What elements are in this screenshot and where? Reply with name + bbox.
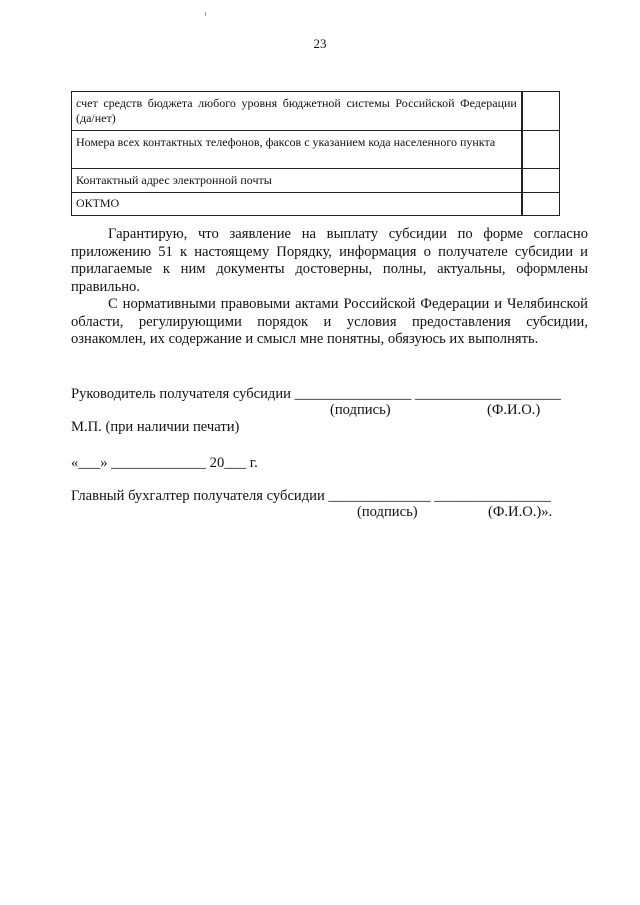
applicant-info-table bbox=[71, 91, 560, 216]
table-cell-value[interactable] bbox=[522, 193, 560, 216]
table-row bbox=[72, 169, 560, 193]
accountant-signature-caption: (подпись) bbox=[357, 504, 418, 520]
table-cell-label: Номера всех контактных телефонов, факсов с указанием кода населенного пункта bbox=[72, 131, 522, 169]
table-cell-label: ОКТМО bbox=[72, 193, 522, 216]
head-name-caption: (Ф.И.О.) bbox=[487, 402, 541, 418]
scan-mark bbox=[205, 12, 206, 16]
table-cell-label: Контактный адрес электронной почты bbox=[72, 169, 522, 193]
accountant-name-caption: (Ф.И.О.)». bbox=[488, 504, 553, 520]
page-number: 23 bbox=[313, 36, 327, 51]
table-cell-label: счет средств бюджета любого уровня бюджетной системы Российской Федерации (да/нет) bbox=[72, 92, 522, 131]
stamp-line: М.П. (при наличии печати) bbox=[71, 419, 240, 435]
table-row bbox=[72, 131, 560, 169]
acknowledgement-paragraph: С нормативными правовыми актами Российской Федерации и Челябинской области, регулирующими порядок и условия предоставления субсидии, ознакомлен, их содержание и смысл мне понятны, обязуюсь их выполнять. bbox=[71, 296, 588, 347]
head-signature-caption: (подпись) bbox=[330, 402, 391, 418]
accountant-signature-line: Главный бухгалтер получателя субсидии ______________ ________________ bbox=[71, 488, 551, 504]
date-line: «___» _____________ 20___ г. bbox=[71, 455, 258, 471]
table-cell-value[interactable] bbox=[522, 92, 560, 131]
head-signature-line: Руководитель получателя субсидии ________________ ____________________ bbox=[71, 386, 561, 402]
guarantee-paragraph: Гарантирую, что заявление на выплату субсидии по форме согласно приложению 51 к настоящему Порядку, информация о получателе субсидии и прилагаемые к ним документы достоверны, полны, актуальны, оформлены правильно. bbox=[71, 226, 588, 295]
table-row bbox=[72, 193, 560, 216]
table-cell-value[interactable] bbox=[522, 131, 560, 169]
table-cell-value[interactable] bbox=[522, 169, 560, 193]
table-row bbox=[72, 92, 560, 131]
